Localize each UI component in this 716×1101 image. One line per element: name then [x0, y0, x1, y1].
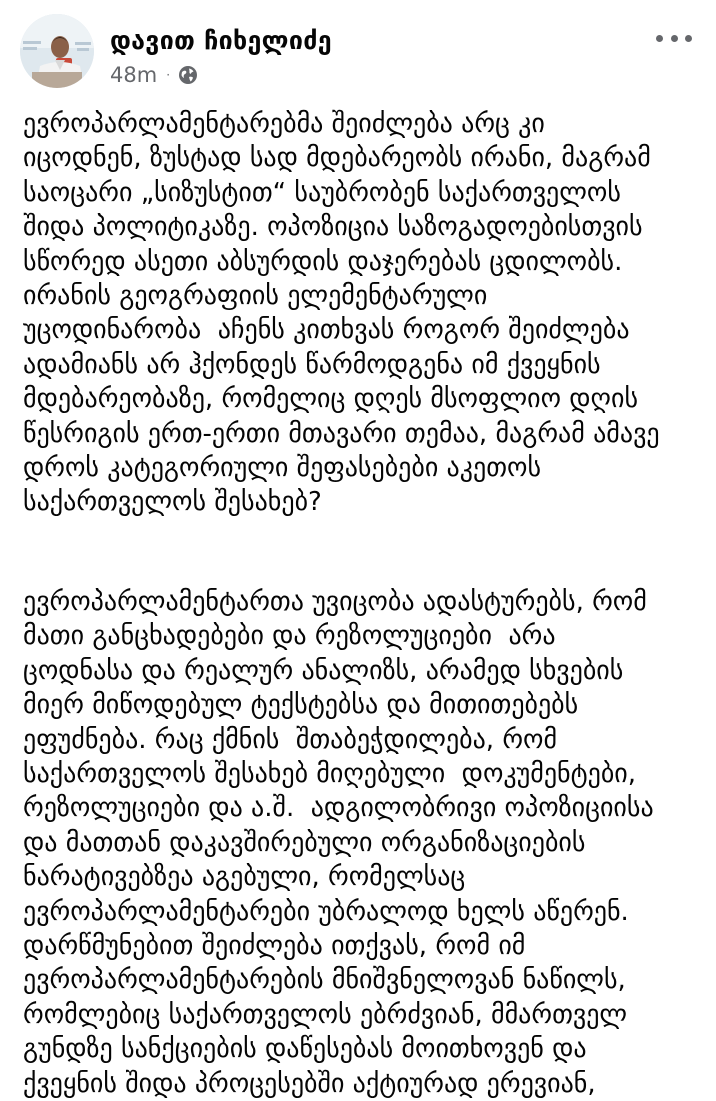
post-text-line: ქვეყნის შიდა პროცესებში აქტიურად ერევიან,	[23, 1068, 596, 1099]
post-text-line: ეფუძნება. რაც ქმნის შთაბეჭდილება, რომ	[23, 724, 558, 755]
post-text-line: მდებარეობაზე, რომელიც დღეს მსოფლიო დღის	[23, 384, 639, 415]
post-text-line: დარწმუნებით შეიძლება ითქვას, რომ იმ	[23, 930, 526, 961]
post-text-line: ადამიანს არ ჰქონდეს წარმოდგენა იმ ქვეყნის	[23, 349, 601, 380]
post-text-line: გუნდზე სანქციების დაწესებას მოითხოვენ და	[23, 1034, 587, 1065]
post-text-line: რომლებიც საქართველოს ებრძვიან, მმართველ	[23, 999, 628, 1030]
post-text-line: ევროპარლამენტართა უვიცობა ადასტურებს, რომ	[23, 586, 647, 617]
post-body	[23, 107, 703, 1101]
avatar-photo	[20, 14, 94, 88]
post-text-line: ევროპარლამენტარებმა შეიძლება არც კი	[23, 109, 545, 139]
post-paragraph	[23, 107, 703, 520]
paragraph-gap	[23, 520, 703, 585]
post-text-line: მათი განცხადებები და რეზოლუციები არა	[23, 621, 556, 652]
post-meta	[110, 62, 198, 88]
author-avatar[interactable]	[20, 14, 94, 88]
post-text-line: სწორედ ასეთი აბსურდის დაჯერებას ცდილობს.	[23, 246, 623, 277]
post-text-line: უცოდინარობა აჩენს კითხვას როგორ შეიძლება	[23, 315, 630, 346]
post-text-line: ირანის გეოგრაფიის ელემენტარული	[23, 281, 488, 312]
post-text-line: საქართველოს შესახებ მიღებული დოკუმენტები,	[23, 758, 636, 789]
meta-separator: ·	[166, 68, 171, 82]
post-text-line: წესრიგის ერთ-ერთი მთავარი თემაა, მაგრამ ამავე	[23, 418, 660, 449]
post-text-line: მიერ მიწოდებულ ტექსტებსა და მითითებებს	[23, 690, 579, 721]
more-options-icon	[671, 35, 678, 42]
post-text-line: ევროპარლამენტარების მნიშვნელოვან ნაწილს,	[23, 965, 626, 996]
post-header	[0, 0, 716, 100]
post-text-line: ნარატივებზეა აგებული, რომელსაც	[23, 862, 466, 893]
post-text-line: და მათთან დაკავშირებული ორგანიზაციების	[23, 827, 586, 858]
globe-icon[interactable]	[178, 65, 198, 85]
more-options-button[interactable]	[656, 26, 692, 50]
author-name[interactable]: დავით ჩიხელიძე	[110, 26, 332, 55]
more-options-icon	[656, 35, 663, 42]
post-text-line: შიდა პოლიტიკაზე. ოპოზიცია საზოგადოებისთვის	[23, 212, 643, 243]
post-text-line: რეზოლუციები და ა.შ. ადგილობრივი ოპოზიციისა	[23, 793, 654, 824]
post-timestamp[interactable]: 48m	[110, 63, 158, 87]
post-text-line: იცოდნენ, ზუსტად სად მდებარეობს ირანი, მაგრამ	[23, 143, 651, 174]
post-text-line: დროს კატეგორიული შეფასებები აკეთოს	[23, 453, 542, 484]
post-text-line: საქართველოს შესახებ?	[23, 487, 322, 518]
post-text-line: ცოდნასა და რეალურ ანალიზს, არამედ სხვების	[23, 655, 624, 686]
post-text-line: ევროპარლამენტარები უბრალოდ ხელს აწერენ.	[23, 896, 629, 927]
more-options-icon	[685, 35, 692, 42]
post-text-line: საოცარი „სიზუსტით“ საუბრობენ საქართველოს	[23, 177, 621, 208]
